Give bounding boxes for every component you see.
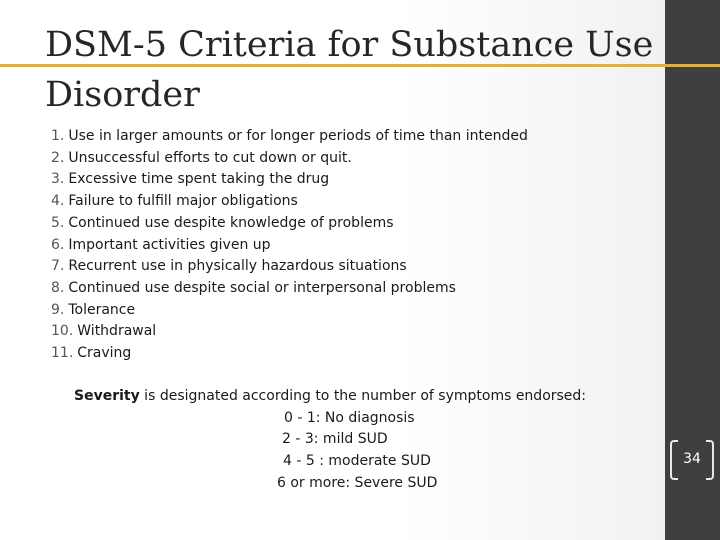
severity-level: 6 or more: Severe SUD bbox=[277, 474, 438, 491]
criteria-item bbox=[51, 191, 528, 213]
criteria-text: Use in larger amounts or for longer periods of time than intended bbox=[68, 128, 528, 144]
criteria-item bbox=[51, 213, 528, 235]
criteria-item bbox=[51, 126, 528, 148]
slide-number-right-bracket bbox=[706, 440, 714, 480]
criteria-item bbox=[51, 300, 528, 322]
criteria-number: 9. bbox=[51, 301, 65, 318]
criteria-item bbox=[51, 278, 528, 300]
criteria-text: Continued use despite social or interpersonal problems bbox=[68, 279, 456, 296]
criteria-text: Failure to fulfill major obligations bbox=[68, 193, 298, 210]
criteria-item bbox=[51, 148, 528, 170]
slide-title: DSM-5 Criteria for Substance Use Disorder bbox=[45, 25, 654, 115]
criteria-number: 10. bbox=[51, 323, 74, 340]
criteria-number: 5. bbox=[51, 214, 65, 231]
criteria-number: 7. bbox=[51, 258, 65, 275]
criteria-item bbox=[51, 321, 528, 343]
criteria-text: Withdrawal bbox=[77, 323, 157, 340]
criteria-number: 1. bbox=[51, 128, 65, 144]
severity-level: 2 - 3: mild SUD bbox=[282, 431, 388, 448]
criteria-text: Craving bbox=[77, 345, 132, 362]
slide-number bbox=[668, 440, 716, 478]
criteria-number: 8. bbox=[51, 279, 65, 296]
criteria-text: Tolerance bbox=[68, 301, 136, 318]
criteria-text: Excessive time spent taking the drug bbox=[68, 171, 330, 188]
criteria-list bbox=[51, 126, 528, 365]
slide-number-left-bracket bbox=[670, 440, 678, 480]
severity-intro bbox=[74, 386, 634, 408]
criteria-item bbox=[51, 343, 528, 365]
severity-level: 4 - 5 : moderate SUD bbox=[283, 453, 431, 470]
criteria-text: Important activities given up bbox=[68, 236, 271, 253]
criteria-number: 2. bbox=[51, 149, 65, 166]
severity-intro-text: is designated according to the number of symptoms endorsed: bbox=[139, 388, 587, 404]
criteria-number: 6. bbox=[51, 236, 65, 253]
criteria-item bbox=[51, 169, 528, 191]
severity-block bbox=[74, 386, 634, 495]
slide-number-text: 34 bbox=[683, 451, 701, 467]
criteria-item bbox=[51, 235, 528, 257]
severity-level: 0 - 1: No diagnosis bbox=[284, 409, 415, 426]
criteria-text: Unsuccessful efforts to cut down or quit. bbox=[68, 149, 352, 166]
criteria-item bbox=[51, 256, 528, 278]
criteria-text: Recurrent use in physically hazardous situations bbox=[68, 258, 407, 275]
criteria-text: Continued use despite knowledge of problems bbox=[68, 214, 394, 231]
severity-keyword: Severity bbox=[74, 388, 140, 404]
criteria-number: 4. bbox=[51, 193, 65, 210]
criteria-number: 11. bbox=[51, 345, 74, 362]
criteria-number: 3. bbox=[51, 171, 65, 188]
